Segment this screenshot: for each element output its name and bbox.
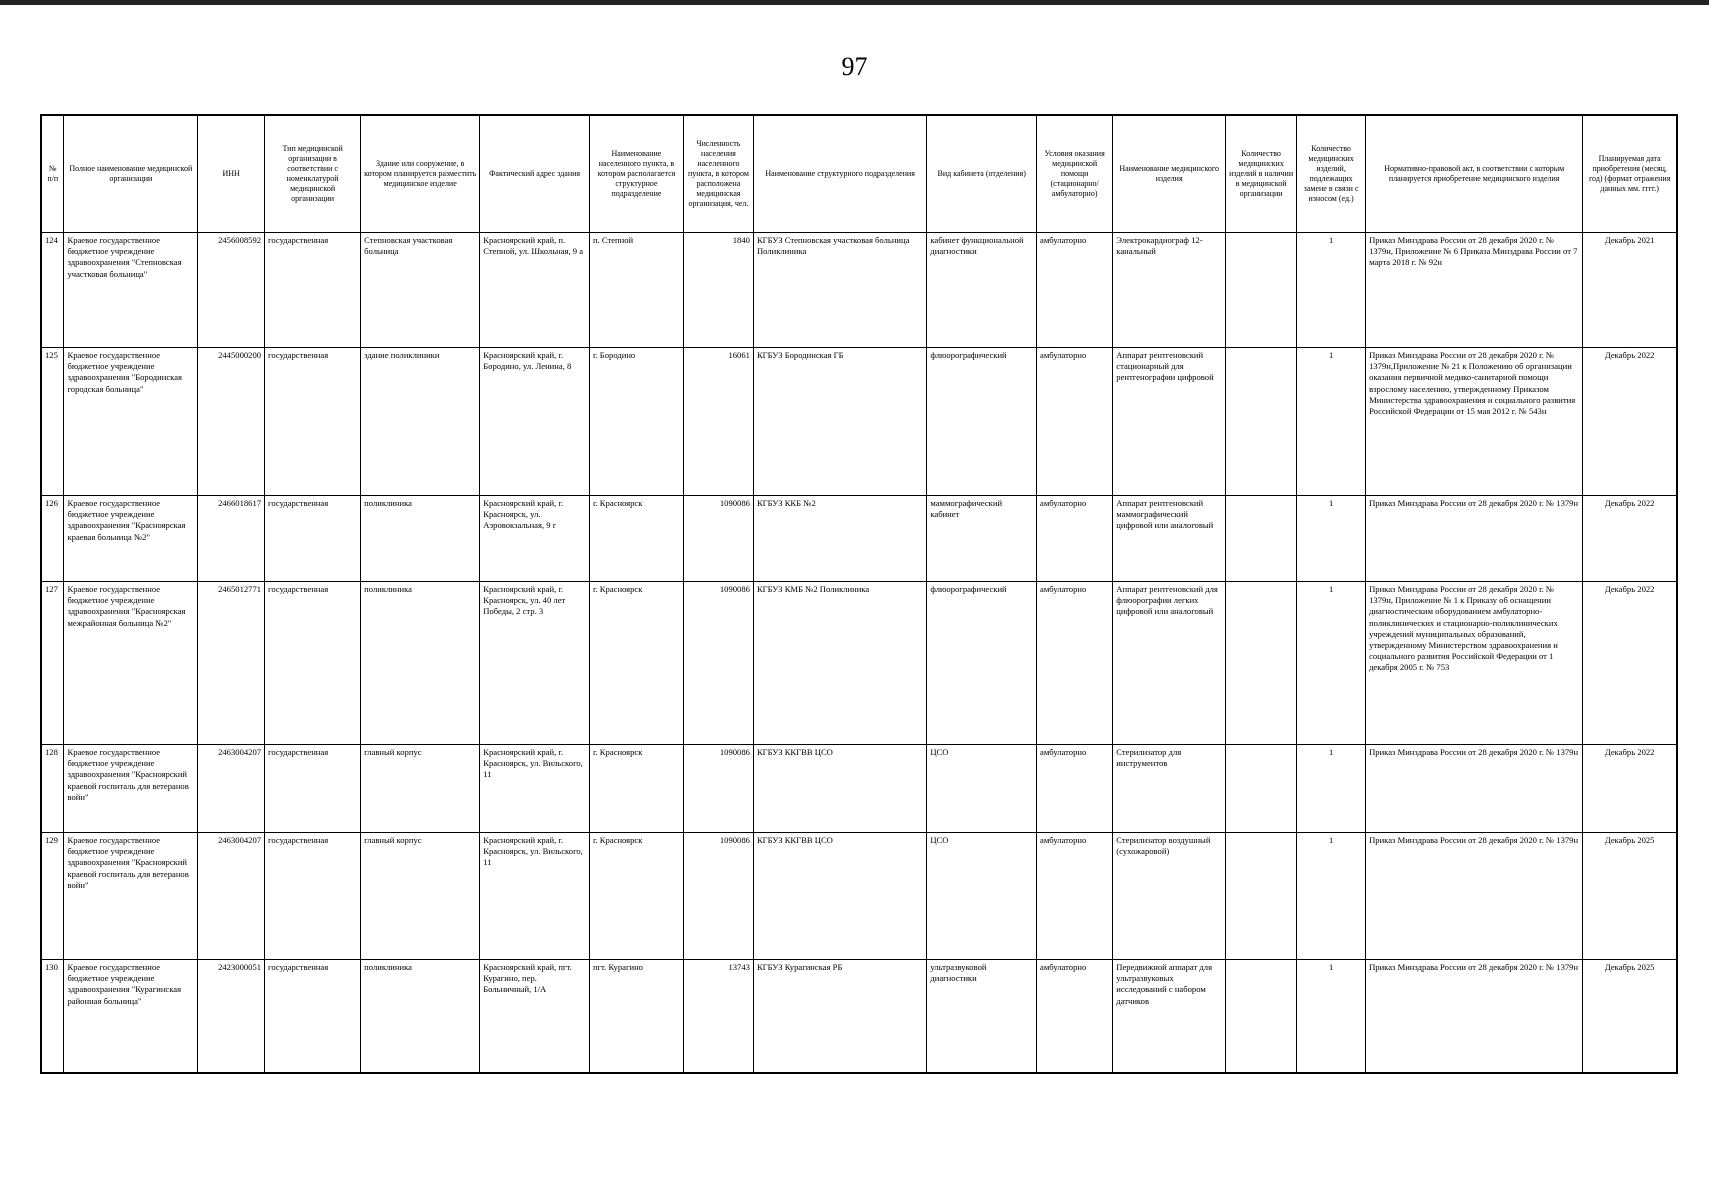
column-header: Условия оказания медицинской помощи (стационарно/амбулаторно) xyxy=(1037,115,1113,233)
qty-replace: 1 xyxy=(1297,496,1366,582)
device-name: Электрокардиограф 12-канальный xyxy=(1113,233,1226,348)
column-header: Численность населения населенного пункта, в котором расположена медицинская организация, чел. xyxy=(683,115,753,233)
population: 1090086 xyxy=(683,582,753,745)
column-header: Нормативно-правовой акт, в соответствии с которым планируется приобретение медицинского изделия xyxy=(1366,115,1583,233)
population: 1840 xyxy=(683,233,753,348)
device-name: Аппарат рентгеновский для флюорографии легких цифровой или аналоговый xyxy=(1113,582,1226,745)
qty-replace: 1 xyxy=(1297,960,1366,1073)
legal-act: Приказ Минздрава России от 28 декабря 2020 г. № 1379н,Приложение № 21 к Положению об организации оказания первичной медико-санитарной помощи взрослому населению, утвержденному Приказом Министерства здравоохранения и социального развития Российской Федерации от 15 мая 2012 г. № 543н xyxy=(1366,348,1583,496)
building: главный корпус xyxy=(361,833,480,960)
qty-available xyxy=(1226,745,1297,833)
org-name: Краевое государственное бюджетное учреждение здравоохранения "Красноярская межрайонная больница №2" xyxy=(64,582,198,745)
device-name: Аппарат рентгеновский стационарный для рентгенографии цифровой xyxy=(1113,348,1226,496)
planned-date: Декабрь 2022 xyxy=(1583,496,1677,582)
org-type: государственная xyxy=(265,496,361,582)
address: Красноярский край, г. Красноярск, ул. Аэровокзальная, 9 г xyxy=(480,496,590,582)
qty-replace: 1 xyxy=(1297,833,1366,960)
locality: пгт. Курагино xyxy=(589,960,683,1073)
table-row xyxy=(41,833,1677,960)
population: 16061 xyxy=(683,348,753,496)
qty-replace: 1 xyxy=(1297,745,1366,833)
address: Красноярский край, г. Бородино, ул. Ленина, 8 xyxy=(480,348,590,496)
structural-unit: КГБУЗ КМБ №2 Поликлиника xyxy=(753,582,926,745)
inn: 2463004207 xyxy=(198,745,265,833)
device-name: Стерилизатор для инструментов xyxy=(1113,745,1226,833)
org-type: государственная xyxy=(265,745,361,833)
cabinet-type: ЦСО xyxy=(927,833,1037,960)
column-header: Наименование медицинского изделия xyxy=(1113,115,1226,233)
row-number: 126 xyxy=(41,496,64,582)
org-name: Краевое государственное бюджетное учреждение здравоохранения "Степновская участковая больница" xyxy=(64,233,198,348)
table-row xyxy=(41,745,1677,833)
inn: 2423000051 xyxy=(198,960,265,1073)
inn: 2466018617 xyxy=(198,496,265,582)
org-type: государственная xyxy=(265,233,361,348)
locality: г. Бородино xyxy=(589,348,683,496)
row-number: 129 xyxy=(41,833,64,960)
device-name: Аппарат рентгеновский маммографический цифровой или аналоговый xyxy=(1113,496,1226,582)
qty-replace: 1 xyxy=(1297,582,1366,745)
qty-available xyxy=(1226,348,1297,496)
locality: г. Красноярск xyxy=(589,496,683,582)
device-name: Передвижной аппарат для ультразвуковых исследований с набором датчиков xyxy=(1113,960,1226,1073)
qty-available xyxy=(1226,496,1297,582)
org-name: Краевое государственное бюджетное учреждение здравоохранения "Красноярская краевая больница №2" xyxy=(64,496,198,582)
column-header: № п/п xyxy=(41,115,64,233)
building: здание поликлиники xyxy=(361,348,480,496)
qty-available xyxy=(1226,233,1297,348)
structural-unit: КГБУЗ Курагинская РБ xyxy=(753,960,926,1073)
qty-available xyxy=(1226,582,1297,745)
table-row xyxy=(41,496,1677,582)
table-row xyxy=(41,348,1677,496)
column-header: Наименование населенного пункта, в котором располагается структурное подразделение xyxy=(589,115,683,233)
header-row xyxy=(41,115,1677,233)
page-number: 97 xyxy=(841,52,868,81)
building: поликлиника xyxy=(361,582,480,745)
care-conditions: амбулаторно xyxy=(1037,582,1113,745)
org-type: государственная xyxy=(265,348,361,496)
locality: г. Красноярск xyxy=(589,745,683,833)
address: Красноярский край, г. Красноярск, ул. Вильского, 11 xyxy=(480,833,590,960)
column-header: Вид кабинета (отделения) xyxy=(927,115,1037,233)
qty-available xyxy=(1226,833,1297,960)
structural-unit: КГБУЗ ККГВВ ЦСО xyxy=(753,745,926,833)
org-type: государственная xyxy=(265,582,361,745)
inn: 2445000200 xyxy=(198,348,265,496)
column-header: Фактический адрес здания xyxy=(480,115,590,233)
population: 1090086 xyxy=(683,745,753,833)
population: 1090086 xyxy=(683,496,753,582)
population: 13743 xyxy=(683,960,753,1073)
row-number: 128 xyxy=(41,745,64,833)
row-number: 130 xyxy=(41,960,64,1073)
legal-act: Приказ Минздрава России от 28 декабря 2020 г. № 1379н xyxy=(1366,833,1583,960)
column-header: Полное наименование медицинской организации xyxy=(64,115,198,233)
planned-date: Декабрь 2025 xyxy=(1583,960,1677,1073)
planned-date: Декабрь 2021 xyxy=(1583,233,1677,348)
care-conditions: амбулаторно xyxy=(1037,745,1113,833)
address: Красноярский край, г. Красноярск, ул. 40 лет Победы, 2 стр. 3 xyxy=(480,582,590,745)
locality: г. Красноярск xyxy=(589,582,683,745)
structural-unit: КГБУЗ Бородинская ГБ xyxy=(753,348,926,496)
cabinet-type: ультразвуковой диагностики xyxy=(927,960,1037,1073)
building: Степновская участковая больница xyxy=(361,233,480,348)
structural-unit: КГБУЗ ККГВВ ЦСО xyxy=(753,833,926,960)
org-name: Краевое государственное бюджетное учреждение здравоохранения "Красноярский краевой госпиталь для ветеранов войн" xyxy=(64,833,198,960)
legal-act: Приказ Минздрава России от 28 декабря 2020 г. № 1379н xyxy=(1366,745,1583,833)
building: главный корпус xyxy=(361,745,480,833)
qty-available xyxy=(1226,960,1297,1073)
qty-replace: 1 xyxy=(1297,233,1366,348)
org-name: Краевое государственное бюджетное учреждение здравоохранения "Красноярский краевой госпиталь для ветеранов войн" xyxy=(64,745,198,833)
column-header: Планируемая дата приобретения (месяц, год) (формат отражения данных мм. гггг.) xyxy=(1583,115,1677,233)
table-row xyxy=(41,960,1677,1073)
care-conditions: амбулаторно xyxy=(1037,960,1113,1073)
cabinet-type: флюорографический xyxy=(927,348,1037,496)
org-type: государственная xyxy=(265,833,361,960)
org-name: Краевое государственное бюджетное учреждение здравоохранения "Бородинская городская больница" xyxy=(64,348,198,496)
population: 1090086 xyxy=(683,833,753,960)
top-edge-line xyxy=(0,0,1709,5)
org-type: государственная xyxy=(265,960,361,1073)
cabinet-type: кабинет функциональной диагностики xyxy=(927,233,1037,348)
care-conditions: амбулаторно xyxy=(1037,833,1113,960)
cabinet-type: флюорографический xyxy=(927,582,1037,745)
inn: 2456008592 xyxy=(198,233,265,348)
column-header: Наименование структурного подразделения xyxy=(753,115,926,233)
device-name: Стерилизатор воздушный (сухожаровой) xyxy=(1113,833,1226,960)
care-conditions: амбулаторно xyxy=(1037,496,1113,582)
row-number: 124 xyxy=(41,233,64,348)
equipment-table xyxy=(40,114,1678,1074)
column-header: ИНН xyxy=(198,115,265,233)
building: поликлиника xyxy=(361,496,480,582)
column-header: Тип медицинской организации в соответствии с номенклатурой медицинской организации xyxy=(265,115,361,233)
legal-act: Приказ Минздрава России от 28 декабря 2020 г. № 1379н xyxy=(1366,960,1583,1073)
row-number: 125 xyxy=(41,348,64,496)
address: Красноярский край, п. Степной, ул. Школьная, 9 а xyxy=(480,233,590,348)
planned-date: Декабрь 2022 xyxy=(1583,745,1677,833)
row-number: 127 xyxy=(41,582,64,745)
cabinet-type: ЦСО xyxy=(927,745,1037,833)
structural-unit: КГБУЗ Степновская участковая больница Поликлиника xyxy=(753,233,926,348)
table-row xyxy=(41,233,1677,348)
qty-replace: 1 xyxy=(1297,348,1366,496)
legal-act: Приказ Минздрава России от 28 декабря 2020 г. № 1379н xyxy=(1366,496,1583,582)
address: Красноярский край, г. Красноярск, ул. Вильского, 11 xyxy=(480,745,590,833)
building: поликлиника xyxy=(361,960,480,1073)
planned-date: Декабрь 2025 xyxy=(1583,833,1677,960)
care-conditions: амбулаторно xyxy=(1037,348,1113,496)
column-header: Количество медицинских изделий в наличии в медицинской организации xyxy=(1226,115,1297,233)
legal-act: Приказ Минздрава России от 28 декабря 2020 г. № 1379н, Приложение № 1 к Приказу об оснащении диагностическим оборудованием амбулаторно-поликлинических и стационарно-поликлинических учреждений муниципальных образований, утвержденному Министерством здравоохранения и социального развития Российской Федерации от 1 декабря 2005 г. № 753 xyxy=(1366,582,1583,745)
column-header: Здание или сооружение, в котором планируется разместить медицинское изделие xyxy=(361,115,480,233)
care-conditions: амбулаторно xyxy=(1037,233,1113,348)
locality: п. Степной xyxy=(589,233,683,348)
locality: г. Красноярск xyxy=(589,833,683,960)
planned-date: Декабрь 2022 xyxy=(1583,582,1677,745)
planned-date: Декабрь 2022 xyxy=(1583,348,1677,496)
legal-act: Приказ Минздрава России от 28 декабря 2020 г. № 1379н, Приложение № 6 Приказа Минздрава России от 7 марта 2018 г. № 92н xyxy=(1366,233,1583,348)
column-header: Количество медицинских изделий, подлежащих замене в связи с износом (ед.) xyxy=(1297,115,1366,233)
cabinet-type: маммографический кабинет xyxy=(927,496,1037,582)
inn: 2465012771 xyxy=(198,582,265,745)
structural-unit: КГБУЗ ККБ №2 xyxy=(753,496,926,582)
org-name: Краевое государственное бюджетное учреждение здравоохранения "Курагинская районная больница" xyxy=(64,960,198,1073)
table-row xyxy=(41,582,1677,745)
address: Красноярский край, пгт. Курагино, пер. Больничный, 1/А xyxy=(480,960,590,1073)
inn: 2463004207 xyxy=(198,833,265,960)
